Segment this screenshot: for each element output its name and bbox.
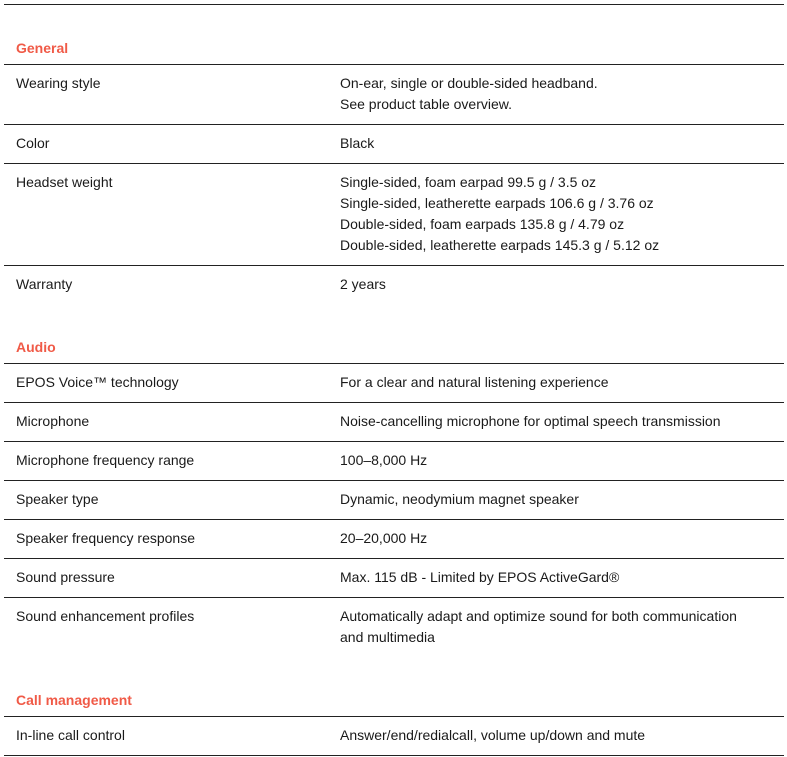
spec-label: EPOS Voice™ technology [16, 374, 179, 390]
spec-row-inline-call-control [4, 717, 784, 756]
spec-value-line: Double-sided, leatherette earpads 145.3 g / 5.12 oz [340, 237, 660, 253]
spec-value [340, 274, 784, 295]
spec-value-line: 2 years [340, 276, 386, 292]
section-divider [4, 58, 784, 65]
spec-value-line: Automatically adapt and optimize sound for both communication [340, 608, 737, 624]
spec-value [340, 372, 784, 393]
spec-row-mic-frequency [4, 442, 784, 481]
spec-row-warranty [4, 266, 784, 304]
spec-label: Color [16, 135, 50, 151]
spec-value [340, 73, 784, 115]
spec-label: Sound enhancement profiles [16, 608, 195, 624]
spec-value [340, 172, 784, 256]
spec-value-line: On-ear, single or double-sided headband. [340, 75, 598, 91]
spec-label: Wearing style [16, 75, 101, 91]
section-title-general: General [16, 40, 69, 56]
spec-row-microphone [4, 403, 784, 442]
spec-value [340, 567, 784, 588]
spec-value-line: Double-sided, foam earpads 135.8 g / 4.79 oz [340, 216, 625, 232]
spec-value-line: Noise-cancelling microphone for optimal speech transmission [340, 413, 721, 429]
spec-label: Headset weight [16, 174, 113, 190]
spec-label: Sound pressure [16, 569, 115, 585]
spec-label: Warranty [16, 276, 73, 292]
spec-value [340, 411, 784, 432]
section-title-call-management: Call management [16, 692, 132, 708]
top-divider [4, 4, 784, 5]
spec-value-line: Black [340, 135, 375, 151]
spec-value-line: Single-sided, foam earpad 99.5 g / 3.5 oz [340, 174, 597, 190]
spec-value [340, 528, 784, 549]
spec-label: Microphone [16, 413, 90, 429]
spec-row-epos-voice [4, 364, 784, 403]
spec-value [340, 450, 784, 471]
spec-value-line: Answer/end/redialcall, volume up/down and mute [340, 727, 646, 743]
spec-label: In-line call control [16, 727, 125, 743]
spec-value [340, 133, 784, 154]
spec-row-wearing-style [4, 65, 784, 125]
section-divider [4, 710, 784, 717]
section-title-audio: Audio [16, 339, 56, 355]
spec-value-line: Dynamic, neodymium magnet speaker [340, 491, 579, 507]
spec-value-line: Single-sided, leatherette earpads 106.6 g / 3.76 oz [340, 195, 654, 211]
spec-label: Microphone frequency range [16, 452, 195, 468]
spec-row-color [4, 125, 784, 164]
spec-value-line: and multimedia [340, 629, 435, 645]
spec-value-line: For a clear and natural listening experience [340, 374, 609, 390]
spec-row-sound-profiles [4, 598, 784, 657]
spec-row-speaker-type [4, 481, 784, 520]
spec-label: Speaker frequency response [16, 530, 195, 546]
spec-row-headset-weight [4, 164, 784, 266]
spec-value-line: See product table overview. [340, 96, 512, 112]
spec-row-speaker-frequency [4, 520, 784, 559]
spec-value [340, 606, 784, 648]
spec-value-line: 100–8,000 Hz [340, 452, 428, 468]
spec-row-sound-pressure [4, 559, 784, 598]
spec-value [340, 725, 784, 746]
section-divider [4, 357, 784, 364]
spec-value [340, 489, 784, 510]
spec-value-line: Max. 115 dB - Limited by EPOS ActiveGard® [340, 569, 620, 585]
spec-value-line: 20–20,000 Hz [340, 530, 428, 546]
spec-sheet [4, 4, 784, 756]
spec-label: Speaker type [16, 491, 99, 507]
